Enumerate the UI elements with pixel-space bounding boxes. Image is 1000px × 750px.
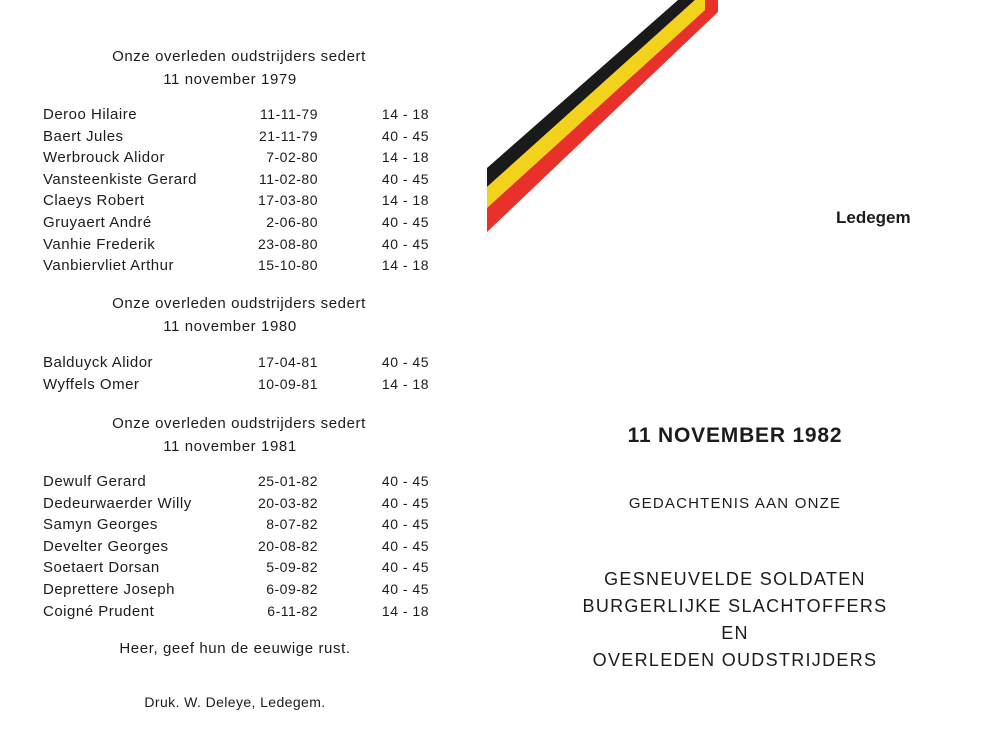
entry-name: Werbrouck Alidor	[43, 149, 165, 167]
list-item	[43, 190, 443, 212]
entry-period: 40 - 45	[381, 537, 429, 554]
entry-name: Coigné Prudent	[43, 602, 155, 620]
list-item	[43, 169, 443, 191]
section-heading-line2: 11 november 1979	[163, 71, 297, 88]
entry-date: 20-08-82	[257, 537, 318, 554]
entry-period: 14 - 18	[381, 375, 429, 392]
entry-period: 40 - 45	[381, 580, 429, 597]
entry-date: 7-02-80	[266, 149, 318, 166]
entry-name: Wyffels Omer	[43, 375, 140, 393]
entry-period: 40 - 45	[381, 235, 429, 252]
section-heading-line2: 11 november 1980	[163, 318, 297, 335]
dedication-line: BURGERLIJKE SLACHTOFFERS	[582, 596, 888, 616]
entry-date: 11-02-80	[258, 170, 318, 187]
list-item	[43, 255, 443, 277]
deceased-list-1981	[43, 471, 443, 622]
entry-name: Baert Jules	[43, 127, 124, 145]
printer-credit: Druk. W. Deleye, Ledegem.	[144, 694, 326, 710]
entry-date: 21-11-79	[258, 127, 318, 144]
entry-name: Gruyaert André	[43, 213, 152, 231]
entry-period: 40 - 45	[381, 170, 429, 187]
list-item	[43, 557, 443, 579]
list-item	[43, 579, 443, 601]
entry-name: Claeys Robert	[43, 192, 145, 210]
entry-period: 40 - 45	[381, 559, 429, 576]
entry-name: Balduyck Alidor	[43, 354, 154, 371]
flag-stripe-yellow	[487, 0, 705, 208]
list-item	[43, 147, 443, 169]
entry-period: 14 - 18	[381, 192, 429, 209]
prayer-line: Heer, geef hun de eeuwige rust.	[119, 640, 351, 657]
list-item	[43, 514, 443, 536]
entry-date: 5-09-82	[266, 559, 318, 576]
entry-name: Vanbiervliet Arthur	[43, 257, 174, 275]
entry-date: 6-09-82	[266, 580, 318, 597]
entry-date: 15-10-80	[257, 257, 318, 274]
section-heading-1980	[0, 292, 470, 338]
entry-period: 40 - 45	[381, 516, 429, 533]
list-item	[43, 352, 443, 374]
section-heading-line2: 11 november 1981	[163, 438, 297, 455]
list-item	[43, 536, 443, 558]
dedication-line: GESNEUVELDE SOLDATEN	[604, 569, 866, 589]
entry-date: 10-09-81	[257, 375, 318, 392]
entry-period: 40 - 45	[381, 354, 429, 370]
page-title: 11 NOVEMBER 1982	[627, 424, 843, 447]
entry-period: 14 - 18	[381, 149, 429, 166]
section-heading-1979	[0, 45, 470, 91]
dedication-line: OVERLEDEN OUDSTRIJDERS	[592, 650, 878, 670]
section-heading-line1: Onze overleden oudstrijders sedert	[112, 48, 366, 65]
entry-period: 14 - 18	[381, 602, 429, 619]
flag-stripe-red	[487, 0, 718, 232]
entry-period: 40 - 45	[381, 127, 429, 144]
entry-date: 25-01-82	[257, 473, 318, 489]
dedication-block	[540, 566, 930, 674]
deceased-list-1979	[43, 104, 443, 277]
section-heading-line1: Onze overleden oudstrijders sedert	[112, 415, 366, 432]
entry-name: Soetaert Dorsan	[43, 559, 160, 577]
section-heading-line1: Onze overleden oudstrijders sedert	[112, 295, 366, 312]
entry-date: 11-11-79	[260, 106, 318, 122]
list-item	[43, 493, 443, 515]
list-item	[43, 104, 443, 126]
list-item	[43, 234, 443, 256]
entry-name: Vansteenkiste Gerard	[43, 170, 197, 188]
entry-date: 6-11-82	[267, 602, 318, 619]
entry-period: 14 - 18	[381, 106, 429, 122]
list-item	[43, 601, 443, 623]
subtitle: GEDACHTENIS AAN ONZE	[628, 495, 842, 512]
list-item	[43, 374, 443, 396]
entry-date: 23-08-80	[257, 235, 318, 252]
entry-period: 14 - 18	[381, 257, 429, 274]
list-item	[43, 126, 443, 148]
entry-name: Dedeurwaerder Willy	[43, 494, 192, 512]
entry-name: Develter Georges	[43, 537, 169, 555]
entry-period: 40 - 45	[381, 213, 429, 230]
entry-date: 20-03-82	[257, 494, 318, 511]
entry-name: Dewulf Gerard	[43, 473, 147, 490]
list-item	[43, 212, 443, 234]
entry-period: 40 - 45	[381, 494, 429, 511]
belgian-flag-ribbon-icon	[470, 0, 730, 240]
list-item	[43, 471, 443, 493]
entry-name: Deroo Hilaire	[43, 106, 138, 123]
entry-name: Vanhie Frederik	[43, 235, 156, 253]
entry-name: Deprettere Joseph	[43, 580, 175, 598]
place-name: Ledegem	[836, 208, 911, 227]
entry-date: 17-04-81	[257, 354, 318, 370]
entry-name: Samyn Georges	[43, 516, 158, 534]
section-heading-1981	[0, 412, 470, 458]
deceased-list-1980	[43, 352, 443, 395]
entry-date: 2-06-80	[266, 213, 318, 230]
dedication-line: EN	[721, 623, 749, 643]
entry-date: 8-07-82	[266, 516, 318, 533]
entry-period: 40 - 45	[381, 473, 429, 489]
entry-date: 17-03-80	[257, 192, 318, 209]
left-panel	[0, 0, 470, 750]
